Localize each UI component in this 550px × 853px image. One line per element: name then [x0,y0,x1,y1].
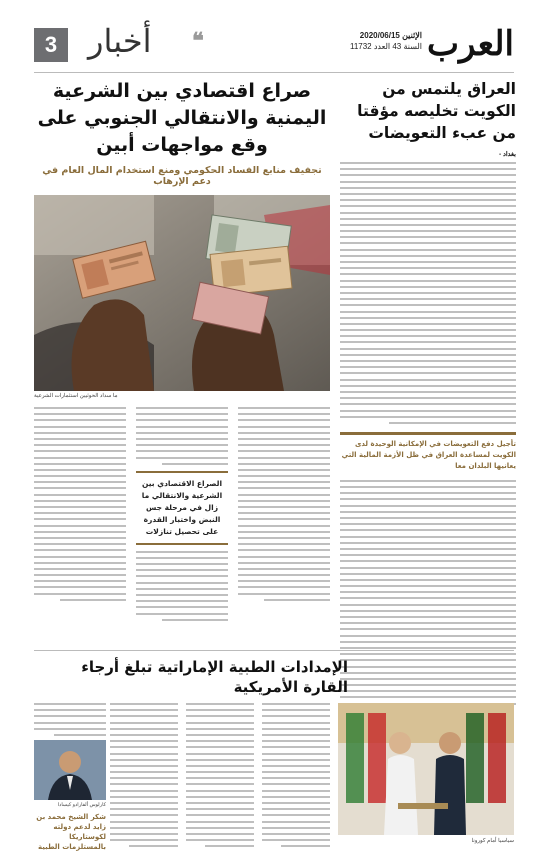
date-block [350,30,422,52]
section-title: أخبار [88,22,152,60]
main-photo-caption: ما سداد الحوثيين استثمارات الشرعية [34,393,118,399]
right-article-headline: العراق يلتمس من الكويت تخليصه مؤقتا من عبء التعويضات [357,80,516,142]
bottom-column-3 [110,703,178,852]
main-pullquote-text: الصراع الاقتصادي بين الشرعية والانتقالي ما زال في مرحلة جس النبض واختبار القدرة على تحصيل تنازلات [141,478,223,536]
main-article-headline: صراع اقتصادي بين الشرعية اليمنية والانتقالي الجنوبي على وقع مواجهات أبين [37,80,327,156]
main-column-right [34,407,126,625]
bottom-article-headline: الإمدادات الطبية الإماراتية تبلغ أرجاء القارة الأمريكية [34,650,514,697]
quote-icon: ❝ [192,28,204,54]
bottom-article [34,650,514,853]
bottom-sidebar-text [34,703,106,736]
main-article-subhead: تجفيف منابع الفساد الحكومي ومنع استخدام المال العام في دعم الإرهاب [42,165,322,187]
portrait-quote: شكر الشيخ محمد بن زايد لدعم دولته لكوستاريكا بالمستلزمات الطبية [36,813,106,852]
bottom-column-1 [262,703,330,852]
main-column-left [238,407,330,625]
right-article-body [340,162,516,424]
right-article-byline: بغداد - [498,151,516,158]
banknotes-illustration [34,195,330,391]
masthead [34,22,514,70]
newspaper-logo: العرب [427,24,514,64]
officials-photo [338,703,514,835]
right-article [340,78,516,709]
main-article-pullquote [136,471,228,545]
right-article-pullquote [340,432,516,472]
header-divider [34,72,514,73]
banknotes-photo [34,195,330,391]
portrait-photo [34,740,106,800]
officials-illustration [338,703,514,835]
main-article [34,78,330,625]
main-column-middle [136,407,228,625]
officials-photo-caption: سياسيا أمام كورونا [471,838,514,844]
right-pullquote-text: تأجيل دفع التعويضات في الإمكانية الوحيدة لدى الكويت لمساعدة العراق في ظل الأزمة المالية التي يعانيها البلدان معا [341,439,516,470]
main-article-columns [34,407,330,625]
bottom-sidebar [34,703,106,852]
bottom-column-2 [186,703,254,852]
bottom-article-text [110,703,330,852]
portrait-illustration [34,740,106,800]
issue-date: الإثنين 2020/06/15 [359,31,422,40]
bottom-article-body [34,703,514,853]
portrait-caption: كارلوس ألفارادو كيسادا [57,802,106,809]
page-number: 3 [34,28,68,62]
issue-number: السنة 43 العدد 11732 [349,42,422,51]
